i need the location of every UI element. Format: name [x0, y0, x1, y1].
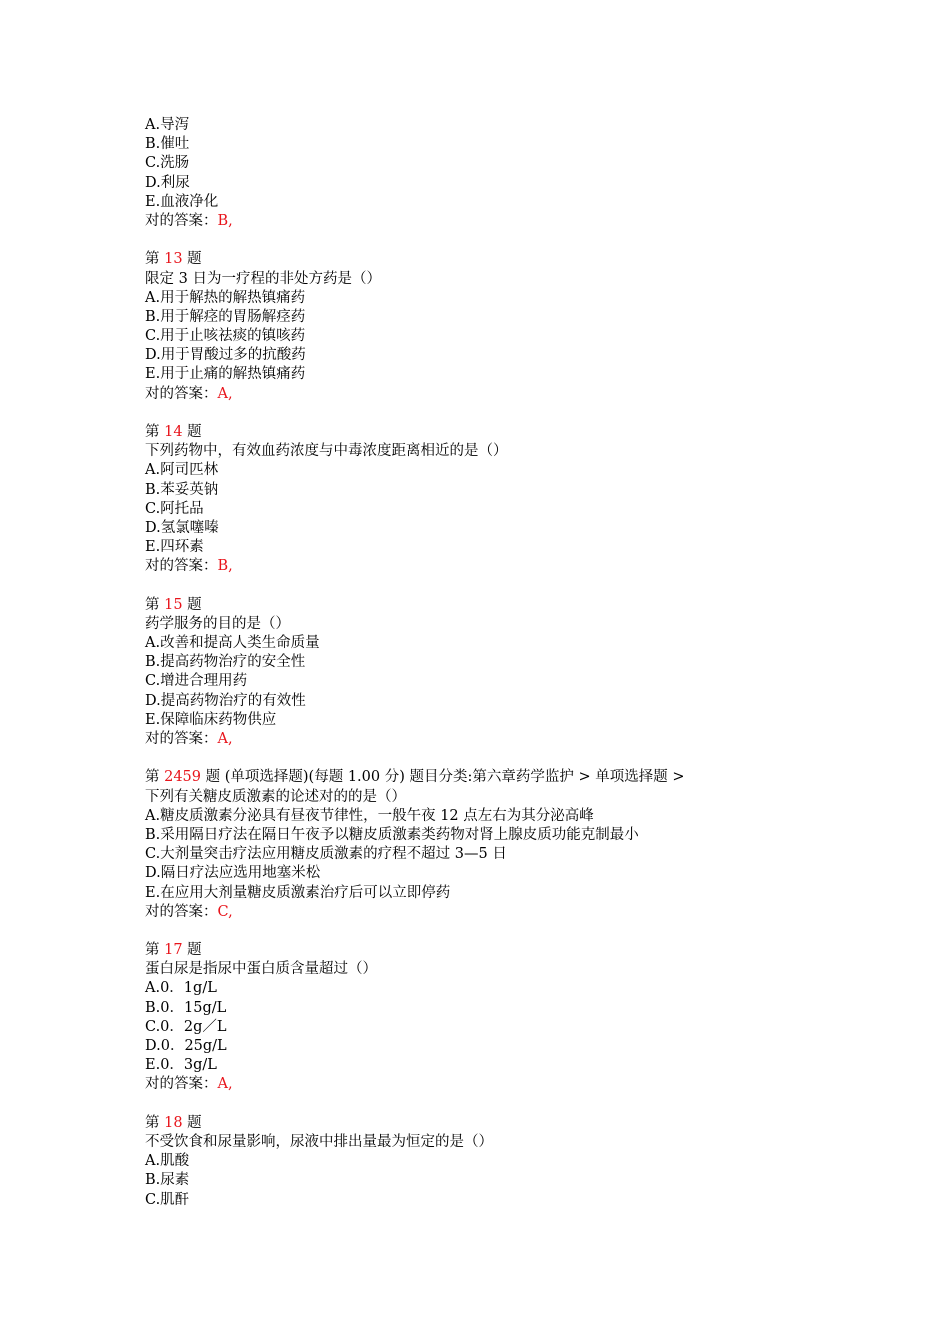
- option-b: B.催吐: [145, 136, 190, 153]
- option-d: D.氢氯噻嗪: [145, 519, 219, 536]
- question-number: 2459: [164, 769, 202, 786]
- option-a: A.用于解热的解热镇痛药: [145, 289, 306, 306]
- option-c: C.肌酐: [145, 1191, 190, 1208]
- answer-value: B,: [217, 558, 233, 575]
- question-header: 第 15 题: [145, 596, 202, 613]
- option-a: A.阿司匹林: [145, 462, 219, 479]
- option-a: A.改善和提高人类生命质量: [145, 635, 320, 652]
- question-stem: 下列药物中，有效血药浓度与中毒浓度距离相近的是（）: [145, 443, 508, 460]
- option-e: E.用于止痛的解热镇痛药: [145, 366, 306, 383]
- answer-line: [145, 1075, 925, 1094]
- option-a: A.导泻: [145, 117, 190, 133]
- question-12-tail: [145, 116, 925, 231]
- document-body: [145, 116, 925, 1210]
- answer-label: 对的答案：: [145, 1076, 218, 1093]
- answer-label: 对的答案：: [145, 903, 218, 920]
- question-header: 第 2459 题 (单项选择题)(每题 1.00 分) 题目分类:第六章药学监护 > 单项选择题 >: [145, 769, 685, 786]
- option-c: C.增进合理用药: [145, 673, 248, 690]
- question-15: [145, 596, 925, 750]
- question-14: [145, 423, 925, 577]
- answer-label: 对的答案：: [145, 558, 218, 575]
- option-e: E.四环素: [145, 539, 204, 556]
- option-b: B.0．15g/L: [145, 999, 227, 1016]
- option-c: C.大剂量突击疗法应用糖皮质激素的疗程不超过 3—5 日: [145, 846, 507, 863]
- option-d: D.用于胃酸过多的抗酸药: [145, 347, 306, 364]
- answer-line: [145, 385, 925, 404]
- option-d: D.0．25g/L: [145, 1038, 227, 1054]
- option-b: B.用于解痉的胃肠解痉药: [145, 308, 306, 325]
- question-stem: 下列有关糖皮质激素的论述对的的是（）: [145, 788, 406, 805]
- option-b: B.尿素: [145, 1172, 190, 1189]
- question-stem: 蛋白尿是指尿中蛋白质含量超过（）: [145, 961, 377, 978]
- answer-line: [145, 557, 925, 576]
- question-number: 13: [164, 251, 183, 268]
- question-number: 15: [164, 596, 183, 613]
- answer-label: 对的答案：: [145, 731, 218, 747]
- question-number: 14: [164, 424, 183, 440]
- answer-line: [145, 212, 925, 231]
- answer-value: C,: [217, 903, 233, 920]
- option-b: B.提高药物治疗的安全性: [145, 654, 306, 671]
- answer-line: [145, 730, 925, 749]
- question-header: 第 14 题: [145, 424, 202, 440]
- answer-value: A,: [217, 385, 233, 402]
- option-e: E.保障临床药物供应: [145, 711, 277, 728]
- question-number: 18: [164, 1114, 183, 1131]
- option-d: D.利尿: [145, 174, 190, 191]
- option-c: C.洗肠: [145, 155, 190, 172]
- answer-label: 对的答案：: [145, 212, 218, 229]
- answer-label: 对的答案：: [145, 385, 218, 402]
- question-stem: 限定 3 日为一疗程的非处方药是（）: [145, 270, 381, 287]
- question-number: 17: [164, 942, 183, 959]
- option-c: C.阿托品: [145, 500, 204, 517]
- question-stem: 不受饮食和尿量影响，尿液中排出量最为恒定的是（）: [145, 1133, 493, 1150]
- question-header: 第 13 题: [145, 251, 202, 268]
- question-stem: 药学服务的目的是（）: [145, 615, 290, 632]
- option-a: A.0．1g/L: [145, 980, 217, 997]
- answer-value: A,: [217, 731, 233, 747]
- option-e: E.血液净化: [145, 193, 219, 210]
- question-13: [145, 250, 925, 404]
- answer-value: B,: [217, 212, 233, 229]
- option-e: E.在应用大剂量糖皮质激素治疗后可以立即停药: [145, 884, 451, 901]
- question-header: 第 18 题: [145, 1114, 202, 1131]
- question-header: 第 17 题: [145, 942, 202, 959]
- option-b: B.苯妥英钠: [145, 481, 219, 498]
- question-category: 题 (单项选择题)(每题 1.00 分) 题目分类:第六章药学监护 > 单项选择题 >: [201, 769, 685, 786]
- option-e: E.0．3g/L: [145, 1057, 217, 1074]
- option-c: C.0．2g／L: [145, 1018, 227, 1035]
- option-d: D.提高药物治疗的有效性: [145, 692, 306, 709]
- option-b: B.采用隔日疗法在隔日午夜予以糖皮质激素类药物对肾上腺皮质功能克制最小: [145, 826, 639, 843]
- answer-value: A,: [217, 1076, 233, 1093]
- option-a: A.糖皮质激素分泌具有昼夜节律性，一般午夜 12 点左右为其分泌高峰: [145, 807, 594, 824]
- answer-line: [145, 903, 925, 922]
- option-a: A.肌酸: [145, 1153, 190, 1170]
- option-d: D.隔日疗法应选用地塞米松: [145, 865, 321, 882]
- option-c: C.用于止咳祛痰的镇咳药: [145, 328, 306, 345]
- question-17: [145, 941, 925, 1095]
- question-18: [145, 1114, 925, 1210]
- question-2459: [145, 768, 925, 922]
